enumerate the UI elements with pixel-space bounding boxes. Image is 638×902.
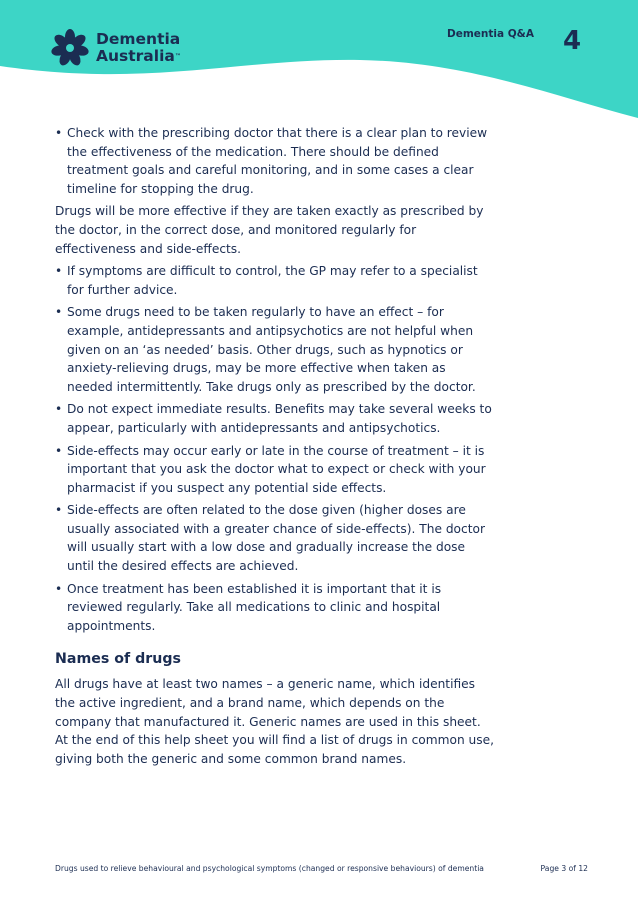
bullet-icon: • bbox=[55, 443, 63, 458]
series-label: Dementia Q&A bbox=[447, 28, 534, 40]
section-heading-names-of-drugs: Names of drugs bbox=[55, 651, 181, 668]
sheet-number: 4 bbox=[563, 26, 582, 56]
advice-list bbox=[55, 262, 495, 635]
footer-document-title: Drugs used to relieve behavioural and psychological symptoms (changed or responsive behaviours) of dementia bbox=[55, 864, 484, 873]
footer-page-number: Page 3 of 12 bbox=[540, 864, 588, 873]
bullet-icon: • bbox=[55, 305, 63, 320]
logo-line-1: Dementia bbox=[96, 30, 181, 48]
list-item bbox=[55, 262, 495, 299]
list-item-text: Some drugs need to be taken regularly to have an effect – for example, antidepressants and antipsychotics are not helpful when given on an ‘as needed’ basis. Other drugs, such as hypnotics or anxiety-relieving drugs, may be more effective when taken as needed intermittently. Take drugs only as prescribed by the doctor. bbox=[67, 305, 476, 394]
logo-line-2: Australia bbox=[96, 47, 175, 65]
list-item bbox=[55, 303, 495, 396]
bullet-icon: • bbox=[55, 402, 63, 417]
list-item-text: Check with the prescribing doctor that there is a clear plan to review the effectiveness of the medication. There should be defined treatment goals and careful monitoring, and in some cases a clear timeline for stopping the drug. bbox=[67, 126, 488, 196]
main-content bbox=[55, 124, 495, 768]
list-item-text: Side-effects are often related to the dose given (higher doses are usually associated with a greater chance of side-effects). The doctor will usually start with a low dose and gradually increase the dose until the desired effects are achieved. bbox=[67, 503, 485, 574]
list-item bbox=[55, 124, 495, 198]
bullet-icon: • bbox=[55, 264, 63, 279]
list-item bbox=[55, 580, 495, 636]
list-item bbox=[55, 501, 495, 575]
logo-trademark: ™ bbox=[174, 53, 181, 60]
list-item-text: Do not expect immediate results. Benefits may take several weeks to appear, particularly with antidepressants and antipsychotics. bbox=[67, 402, 492, 435]
page-footer bbox=[55, 864, 588, 873]
logo-wordmark bbox=[96, 31, 181, 65]
list-item-text: If symptoms are difficult to control, the GP may refer to a specialist for further advice. bbox=[67, 264, 478, 297]
effectiveness-paragraph: Drugs will be more effective if they are taken exactly as prescribed by the doctor, in the correct dose, and monitored regularly for effectiveness and side-effects. bbox=[55, 204, 484, 256]
bullet-icon: • bbox=[55, 503, 63, 518]
list-item bbox=[55, 400, 495, 437]
list-item-text: Once treatment has been established it is important that it is reviewed regularly. Take all medications to clinic and hospital appointments. bbox=[67, 581, 442, 633]
list-item-text: Side-effects may occur early or late in the course of treatment – it is important that you ask the doctor what to expect or check with your pharmacist if you suspect any potential side effects. bbox=[67, 443, 486, 495]
bullet-icon: • bbox=[55, 581, 63, 596]
bullet-icon: • bbox=[55, 126, 63, 140]
logo-flower-icon bbox=[50, 28, 90, 68]
names-paragraph: All drugs have at least two names – a generic name, which identifies the active ingredient, and a brand name, which depends on the company that manufactured it. Generic names are used in this sheet. At the end of this help sheet you will find a list of drugs in common use, giving both the generic and some common brand names. bbox=[55, 677, 494, 766]
dementia-australia-logo bbox=[50, 28, 181, 68]
intro-list bbox=[55, 124, 495, 198]
list-item bbox=[55, 442, 495, 498]
